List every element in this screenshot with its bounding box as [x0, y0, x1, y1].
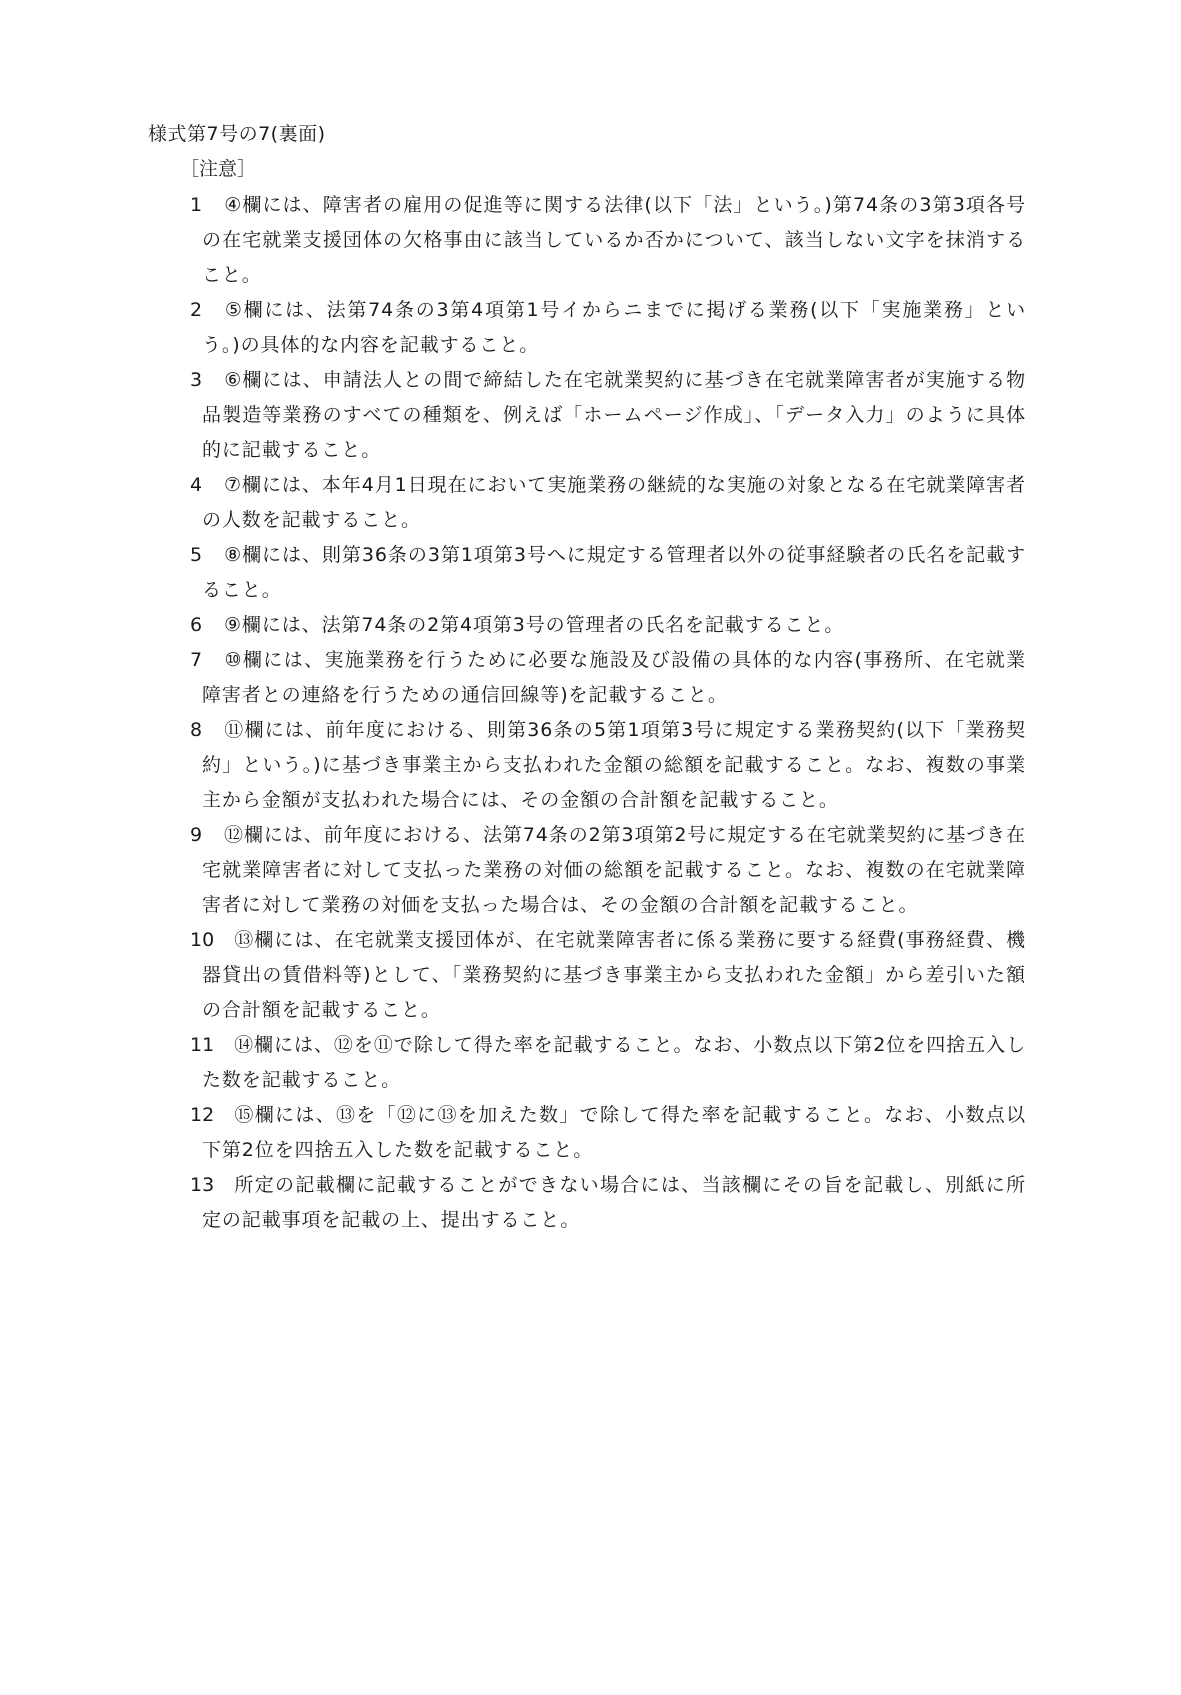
note-text: ⑨欄には、法第74条の2第4項第3号の管理者の氏名を記載すること。	[224, 614, 845, 636]
note-number: 12	[190, 1104, 215, 1126]
note-text: ⑩欄には、実施業務を行うために必要な施設及び設備の具体的な内容(事務所、在宅就業障害者との連絡を行うための通信回線等)を記載すること。	[202, 649, 1026, 706]
note-text: ⑥欄には、申請法人との間で締結した在宅就業契約に基づき在宅就業障害者が実施する物品製造等業務のすべての種類を、例えば「ホームページ作成」、「データ入力」のように具体的に記載すること。	[202, 369, 1026, 461]
note-text: ⑬欄には、在宅就業支援団体が、在宅就業障害者に係る業務に要する経費(事務経費、機器貸出の賃借料等)として、「業務契約に基づき事業主から支払われた金額」から差引いた額の合計額を記載すること。	[202, 929, 1026, 1021]
note-number: 10	[190, 929, 215, 951]
note-item	[190, 923, 1026, 1028]
note-number: 1	[190, 194, 203, 216]
note-text: 所定の記載欄に記載することができない場合には、当該欄にその旨を記載し、別紙に所定の記載事項を記載の上、提出すること。	[202, 1174, 1026, 1231]
note-item	[190, 818, 1026, 923]
form-title: 様式第7号の7(裏面)	[148, 123, 326, 145]
note-item	[190, 608, 1026, 643]
note-text: ⑧欄には、則第36条の3第1項第3号へに規定する管理者以外の従事経験者の氏名を記載すること。	[202, 544, 1026, 601]
note-item	[190, 713, 1026, 818]
note-item	[190, 363, 1026, 468]
note-item	[190, 468, 1026, 538]
note-text: ⑭欄には、⑫を⑪で除して得た率を記載すること。なお、小数点以下第2位を四捨五入した数を記載すること。	[202, 1034, 1026, 1091]
notes-heading: ［注意］	[180, 158, 257, 180]
note-text: ⑤欄には、法第74条の3第4項第1号イからニまでに掲げる業務(以下「実施業務」という。)の具体的な内容を記載すること。	[202, 299, 1026, 356]
note-text: ⑫欄には、前年度における、法第74条の2第3項第2号に規定する在宅就業契約に基づき在宅就業障害者に対して支払った業務の対価の総額を記載すること。なお、複数の在宅就業障害者に対して業務の対価を支払った場合は、その金額の合計額を記載すること。	[202, 824, 1026, 916]
note-number: 3	[190, 369, 203, 391]
note-item	[190, 1168, 1026, 1238]
note-number: 9	[190, 824, 203, 846]
note-item	[190, 293, 1026, 363]
note-number: 13	[190, 1174, 215, 1196]
note-item	[190, 1098, 1026, 1168]
note-number: 11	[190, 1034, 215, 1056]
note-number: 7	[190, 649, 203, 671]
note-number: 4	[190, 474, 203, 496]
note-item	[190, 1028, 1026, 1098]
note-number: 5	[190, 544, 203, 566]
note-text: ⑦欄には、本年4月1日現在において実施業務の継続的な実施の対象となる在宅就業障害者の人数を記載すること。	[202, 474, 1026, 531]
note-item	[190, 643, 1026, 713]
note-number: 6	[190, 614, 203, 636]
note-item	[190, 538, 1026, 608]
note-item	[190, 188, 1026, 293]
note-text: ⑪欄には、前年度における、則第36条の5第1項第3号に規定する業務契約(以下「業務契約」という。)に基づき事業主から支払われた金額の総額を記載すること。なお、複数の事業主から金額が支払われた場合には、その金額の合計額を記載すること。	[202, 719, 1026, 811]
note-number: 8	[190, 719, 203, 741]
note-text: ⑮欄には、⑬を「⑫に⑬を加えた数」で除して得た率を記載すること。なお、小数点以下第2位を四捨五入した数を記載すること。	[202, 1104, 1026, 1161]
notes-list	[190, 188, 1026, 1238]
note-number: 2	[190, 299, 203, 321]
note-text: ④欄には、障害者の雇用の促進等に関する法律(以下「法」という。)第74条の3第3項各号の在宅就業支援団体の欠格事由に該当しているか否かについて、該当しない文字を抹消すること。	[202, 194, 1026, 286]
